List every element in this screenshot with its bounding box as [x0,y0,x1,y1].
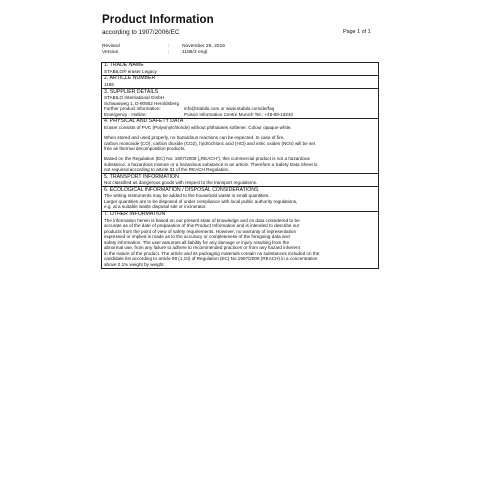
revised-separator: : [168,44,170,49]
supplier-company: STABILO International GmbH [104,95,165,101]
physical-paragraph-3-line: not required according to article 31 of the REACH Regulation. [104,167,230,173]
ecological-line: e.g. at a suitable waste disposal site or incinerator. [104,204,207,210]
section-heading: 7. OTHER INFORMATION [104,210,166,217]
other-info-line: candidate list according to article 59 (1,10) of Regulation (EC) No.1907/2006 (REACH) in a concentration [104,256,318,262]
hotline-label: Emergency - Hotline: [104,111,147,117]
section-ecological [102,186,378,210]
page-title: Product Information [102,14,214,26]
other-info-line: above 0,1% weight by weight. [104,261,165,267]
section-trade-name [102,63,378,75]
section-heading: 1. TRADE NAME [104,62,144,69]
article-number-text: 1186 [104,82,114,88]
section-physical-safety [102,118,378,174]
ecological-line: The writing instruments may be added to the household waste in small quantities. [104,193,270,199]
version-label: Version [102,50,119,55]
physical-paragraph-2-line: carbon monoxide (CO), carbon dioxide (CO2), hydrochloric acid (HCl) and nitric oxides (NOx) will be set [104,140,316,146]
section-supplier [102,88,378,118]
revised-value: November 25, 2016 [182,44,225,49]
other-info-line: abnormal use, from any failure to adhere to recommended practices or from any hazard inherent [104,245,300,251]
page-subtitle: according to 1907/2006/EC [102,29,180,36]
section-heading: 2. ARTICLE NUMBER [104,75,156,82]
section-other-information [102,211,378,268]
supplier-hotline-row [104,112,376,118]
ecological-line: Larger quantities are to be disposed of under compliance with local public authority regulations, [104,198,298,204]
section-heading: 6. ECOLOGICAL INFORMATION / DISPOSAL CONSIDERATIONS [104,186,259,193]
other-info-line: accurate as of the date of preparation of this Product Information and is intended to describe our [104,223,300,229]
other-info-line: in the nature of the product. The article and its packaging materials contain no substances included on the [104,250,320,256]
section-heading: 3. SUPPLIER DETAILS [104,88,159,95]
hotline-value: Poison Information Centre Munich Tel.: +49-89-19240 [184,111,294,117]
physical-paragraph-1: Eraser consists of PVC (Polyvinylchloride) without phthalates softener. Colour opaque white. [104,124,292,130]
info-table [101,62,379,269]
physical-paragraph-2-line: When stored and used properly, no hazardous reactions can be expected. In case of fire, [104,135,285,141]
other-info-line: expressed or implied is made as to the accuracy or completeness of the foregoing data and [104,234,290,240]
further-info-label: Further product information: [104,106,161,112]
trade-name-text: STABILO® eraser Legacy [104,68,157,74]
other-info-line: The information herein is based on our present state of knowledge and on data considered to be [104,217,300,223]
physical-paragraph-3-line: Based on the Regulation (EC) No. 1907/2006 („REACH”), this commercial product is not a hazardous [104,156,310,162]
section-heading: 4. PHYSICAL AND SAFETY DATA [104,118,184,125]
other-info-line: products from the point of view of safety requirements. However, no warranty of representation [104,228,297,234]
version-value: 1186/3 engl. [182,50,209,55]
section-transport [102,173,378,186]
version-separator: : [168,50,170,55]
physical-paragraph-2-line: free as thermal decomposition products. [104,146,186,152]
revised-label: Revised [102,44,120,49]
physical-paragraph-3-line: substance, a hazardous mixture or a hazardous substance in an article. Therefore a Safety Data Sheet is [104,161,318,167]
section-article-number [102,75,378,88]
further-info-value: info@stabilo.com or www.stabilo.com/de/faq [184,106,275,112]
section-heading: 5. TRANSPORT INFORMATION [104,173,179,180]
supplier-address: Schwanweg 1, D-90562 Heroldsberg [104,100,180,106]
transport-text: Not classified as dangerous goods with respect to the transport regulations. [104,180,258,186]
page-number: Page 1 of 1 [343,29,371,35]
other-info-line: safety information. The user assumes all liability for any damage or injury resulting from the [104,239,290,245]
